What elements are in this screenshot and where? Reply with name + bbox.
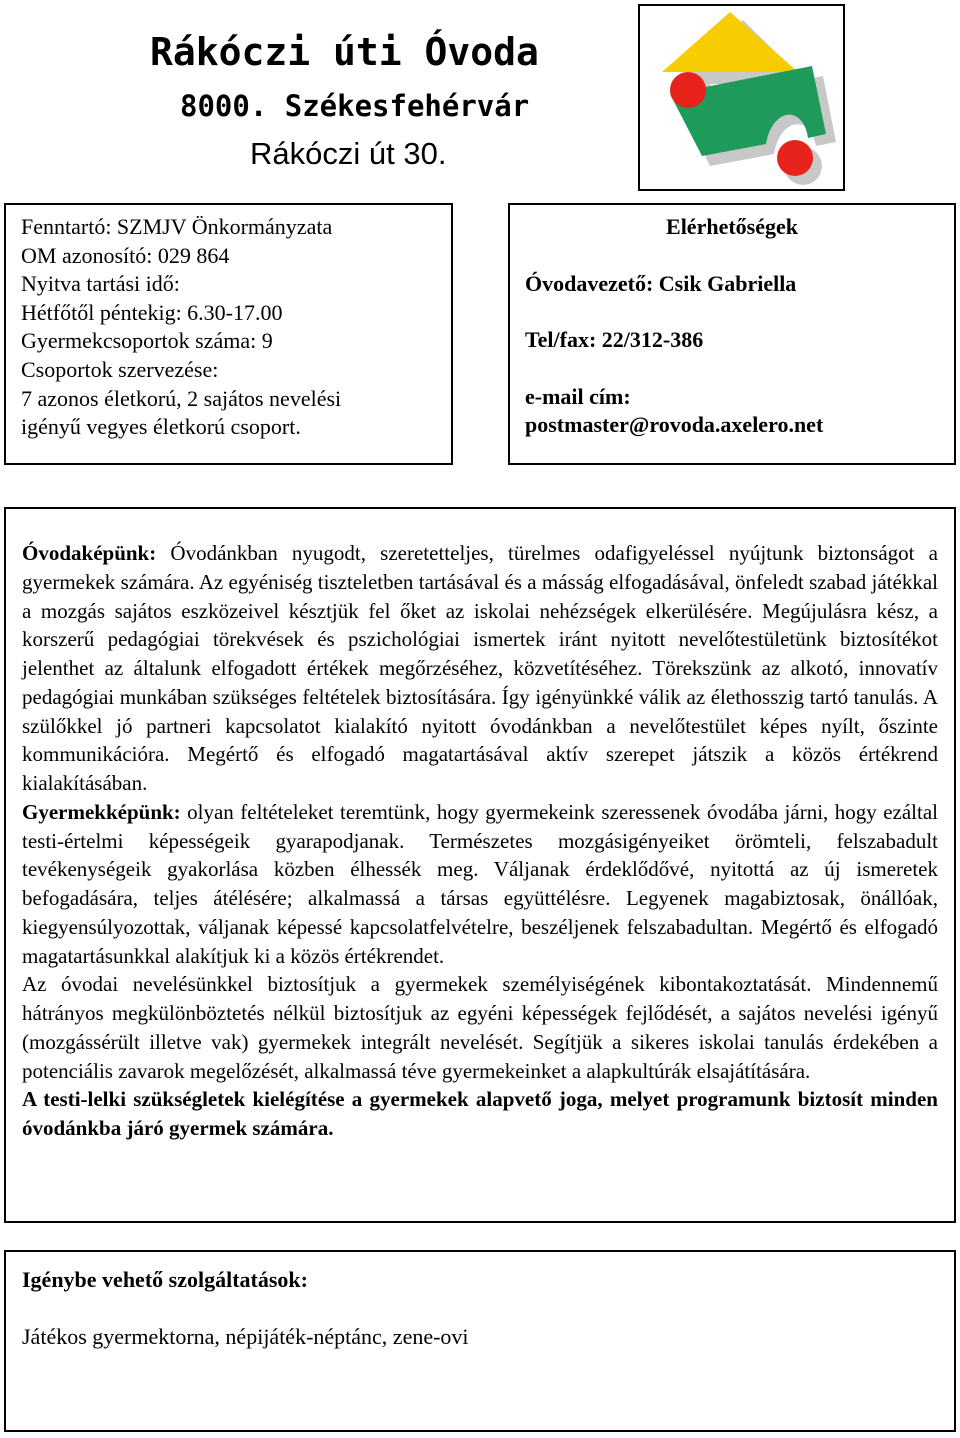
kindergarten-name: Rákóczi úti Óvoda [150, 30, 539, 74]
basic-info-box [4, 203, 453, 465]
logo-yellow-roof [662, 12, 798, 72]
info-line-group-org-2: igényű vegyes életkorú csoport. [21, 414, 301, 440]
rights-text: A testi-lelki szükségletek kielégítése a gyermekek alapvető joga, melyet programunk biztosít minden óvodánkba járó gyermek számára. [22, 1087, 938, 1140]
info-line-om-id: OM azonosító: 029 864 [21, 242, 230, 268]
contact-email-label: e-mail cím: [525, 383, 631, 409]
services-title: Igénybe vehető szolgáltatások: [22, 1267, 308, 1292]
contact-email[interactable]: postmaster@rovoda.axelero.net [525, 412, 824, 438]
contact-leader: Óvodavezető: Csik Gabriella [525, 270, 797, 296]
logo-red-ball-2 [777, 140, 813, 176]
contact-phone: Tel/fax: 22/312-386 [525, 327, 704, 353]
child-vision-label: Gyermekképünk: [22, 799, 181, 824]
child-vision-text: olyan feltételeket teremtünk, hogy gyermekeink szeressenek óvodába járni, hogy ezáltal testi-értelmi képességeik gyarapodjanak. Természetes mozgásigényeiket örömteli, felszabadult tevékenységeik gyakorlása közben élhessék meg. Váljanak érdeklődővé, nyitottá az új ismeretek befogadására, teljes átélésére; alkalmassá a társas együttélésre. Legyenek magabiztosak, önállóak, kiegyensúlyozottak, váljanak képessé kapcsolatfelvételre, beszéljenek felszabadultan. Megértő és elfogadó magatartásunkkal alakítjuk ki a közös értékrendet. [22, 799, 938, 968]
contact-title: Elérhetőségek [666, 214, 798, 239]
kindergarten-blocks-logo [638, 4, 845, 191]
contact-box [508, 203, 956, 465]
info-line-opening-label: Nyitva tartási idő: [21, 271, 180, 297]
kindergarten-vision-paragraph [22, 539, 938, 798]
logo-graphic [640, 6, 843, 189]
kindergarten-city: 8000. Székesfehérvár [180, 89, 530, 123]
program-description-box [4, 507, 956, 1223]
kindergarten-vision-label: Óvodaképünk: [22, 541, 157, 565]
services-list: Játékos gyermektorna, népijáték-néptánc, zene-ovi [22, 1324, 469, 1349]
services-box [4, 1250, 956, 1432]
child-vision-paragraph [22, 798, 938, 971]
info-line-maintainer: Fenntartó: SZMJV Önkormányzata [21, 214, 333, 239]
rights-paragraph [22, 1085, 938, 1143]
info-line-group-org-label: Csoportok szervezése: [21, 356, 219, 382]
kindergarten-vision-text: Óvodánkban nyugodt, szeretetteljes, türelmes odafigyeléssel nyújtunk biztonságot a gyermekek számára. Az egyéniség tiszteletben tartásával és a másság elfogadásával, önfeledt szabad játékkal a mozgás sajátos eszközeivel késztjük fel őket az iskolai nehézségek elkerülésére. Megújulásra kész, a korszerű pedagógiai törekvések és pszichológiai ismertek iránt nyitott nevelőtestületünk biztosítékot jelenthet az általunk elfogadott értékek megőrzéséhez, közvetítéséhez. Törekszünk az alkotó, innovatív pedagógiai munkában szükséges feltételek biztosítására. Így igényünkké válik az élethosszig tartó tanulás. A szülőkkel jó partneri kapcsolatot kialakító nyitott óvodánkban a nevelőtestület képes nyílt, őszinte kommunikációra. Megértő és elfogadó magatartásával aktív szerepet játszik a közös értékrend kialakításában. [22, 541, 938, 795]
info-line-group-count: Gyermekcsoportok száma: 9 [21, 328, 273, 354]
kindergarten-street: Rákóczi út 30. [250, 136, 447, 171]
info-line-opening-hours: Hétfőtől péntekig: 6.30-17.00 [21, 299, 283, 325]
info-line-group-org-1: 7 azonos életkorú, 2 sajátos nevelési [21, 385, 342, 411]
logo-red-ball-1 [670, 72, 706, 108]
education-paragraph: Az óvodai nevelésünkkel biztosítjuk a gyermekek személyiségének kibontakoztatását. Mindennemű hátrányos megkülönböztetés nélkül biztosítjuk az egyéni képességek fejlődését, a sajátos nevelési igényű (mozgássérült illetve vak) gyermekek integrált nevelését. Segítjük a sikeres iskolai tanulás érdekében a potenciális zavarok megelőzését, alkalmassá téve gyermekeinket a alapkultúrák elsajátítására. [22, 972, 938, 1083]
